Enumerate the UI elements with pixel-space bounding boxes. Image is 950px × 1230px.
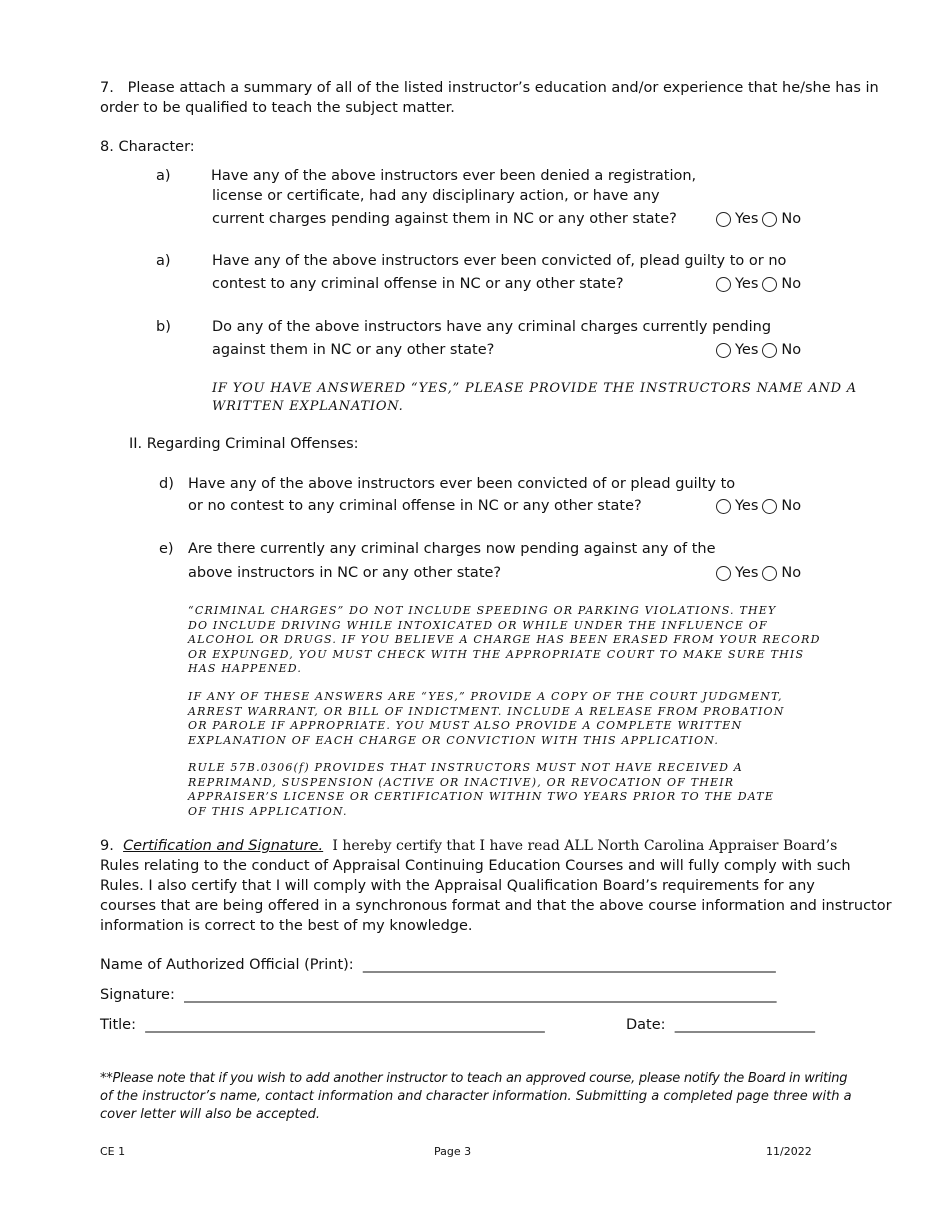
question-letter: e)	[159, 541, 174, 557]
footer-revision-date: 11/2022	[766, 1145, 812, 1158]
court-documents-notice	[188, 690, 785, 748]
footer-page-number: Page 3	[434, 1145, 472, 1158]
question-a2-line2: contest to any criminal offense in NC or any other state?	[212, 276, 624, 292]
certification-line: Rules. I also certify that I will comply with the Appraisal Qualification Board’s requirements for any	[100, 878, 815, 894]
name-label: Name of Authorized Official (Print):	[100, 957, 354, 973]
notice-line: “CRIMINAL CHARGES” DO NOT INCLUDE SPEEDING OR PARKING VIOLATIONS. THEY	[188, 604, 777, 617]
signature-label: Signature:	[100, 987, 175, 1003]
no-radio[interactable]	[762, 566, 777, 581]
title-field[interactable]: ____________________________________________________________	[145, 1017, 545, 1033]
footer-form-id: CE 1	[100, 1145, 126, 1158]
date-row	[626, 1015, 814, 1035]
item-number: 7.	[100, 80, 114, 96]
item7-text: Please attach a summary of all of the listed instructor’s education and/or experience that he/she has in	[127, 80, 879, 96]
name-field[interactable]: ______________________________________________________________	[362, 957, 776, 973]
date-field[interactable]: _____________________	[674, 1017, 815, 1033]
name-row	[100, 955, 775, 975]
yes-radio[interactable]	[716, 212, 731, 227]
yes-radio[interactable]	[716, 343, 731, 358]
question-letter: d)	[159, 476, 174, 492]
criminal-charges-notice	[188, 604, 821, 677]
question-a1-line1: Have any of the above instructors ever been denied a registration,	[211, 168, 697, 184]
note-line: **Please note that if you wish to add another instructor to teach an approved course, please notify the Board in writing	[100, 1071, 848, 1086]
radio-group-qd: Yes No	[716, 496, 801, 516]
question-a1-line2: license or certificate, had any disciplinary action, or have any	[212, 188, 660, 204]
notice-line: OF THIS APPLICATION.	[188, 804, 348, 818]
additional-instructor-note	[100, 1070, 852, 1124]
notice-line: RULE 57B.0306(f) PROVIDES THAT INSTRUCTORS MUST NOT HAVE RECEIVED A	[188, 761, 743, 774]
no-radio[interactable]	[762, 277, 777, 292]
question-e-line1: Are there currently any criminal charges now pending against any of the	[188, 541, 716, 557]
title-row	[100, 1015, 544, 1035]
notice-line: OR PAROLE IF APPROPRIATE. YOU MUST ALSO PROVIDE A COMPLETE WRITTEN	[188, 719, 743, 732]
certification-line: Rules relating to the conduct of Appraisal Continuing Education Courses and will fully comply with such	[100, 858, 851, 874]
no-radio[interactable]	[762, 343, 777, 358]
certification-line: courses that are being offered in a synchronous format and that the above course information and instructor	[100, 898, 892, 914]
note-line: of the instructor’s name, contact information and character information. Submitting a completed page three with a	[100, 1089, 852, 1104]
question-d-line2: or no contest to any criminal offense in NC or any other state?	[188, 498, 642, 514]
character-heading: 8. Character:	[100, 139, 195, 155]
notice-line: DO INCLUDE DRIVING WHILE INTOXICATED OR WHILE UNDER THE INFLUENCE OF	[188, 618, 768, 632]
notice-line: ALCOHOL OR DRUGS. IF YOU BELIEVE A CHARGE HAS BEEN ERASED FROM YOUR RECORD	[188, 633, 821, 646]
certification-line: information is correct to the best of my knowledge.	[100, 918, 473, 934]
notice-line: ARREST WARRANT, OR BILL OF INDICTMENT. INCLUDE A RELEASE FROM PROBATION	[188, 704, 785, 718]
yes-radio[interactable]	[716, 277, 731, 292]
yes-radio[interactable]	[716, 499, 731, 514]
notice-line: APPRAISER’S LICENSE OR CERTIFICATION WITHIN TWO YEARS PRIOR TO THE DATE	[188, 790, 775, 803]
certification-title: Certification and Signature.	[123, 838, 324, 854]
question-letter: a)	[156, 253, 171, 269]
notice-line: HAS HAPPENED.	[188, 662, 303, 675]
no-radio[interactable]	[762, 212, 777, 227]
criminal-offenses-heading: II. Regarding Criminal Offenses:	[129, 436, 359, 452]
question-d-line1: Have any of the above instructors ever been convicted of or plead guilty to	[188, 476, 736, 492]
question-e-line2: above instructors in NC or any other state?	[188, 565, 502, 581]
item7-line2: order to be qualified to teach the subject matter.	[100, 100, 455, 116]
radio-group-qe: Yes No	[716, 563, 801, 583]
notice-line: OR EXPUNGED, YOU MUST CHECK WITH THE APPROPRIATE COURT TO MAKE SURE THIS	[188, 647, 805, 661]
item7-line1	[100, 78, 879, 98]
yes-radio[interactable]	[716, 566, 731, 581]
question-a2-line1: Have any of the above instructors ever been convicted of, plead guilty to or no	[212, 253, 787, 269]
rule-notice	[188, 761, 774, 819]
date-label: Date:	[626, 1017, 666, 1033]
no-radio[interactable]	[762, 499, 777, 514]
yes-note-line1: IF YOU HAVE ANSWERED “YES,” PLEASE PROVIDE THE INSTRUCTORS NAME AND A	[212, 381, 857, 396]
question-letter: b)	[156, 319, 171, 335]
radio-group-q1: Yes No	[716, 209, 801, 229]
signature-field[interactable]: _________________________________________________________________________________________	[184, 987, 776, 1003]
question-a1-line3: current charges pending against them in NC or any other state?	[212, 211, 677, 227]
notice-line: IF ANY OF THESE ANSWERS ARE “YES,” PROVIDE A COPY OF THE COURT JUDGMENT,	[188, 690, 783, 703]
title-label: Title:	[100, 1017, 136, 1033]
notice-line: EXPLANATION OF EACH CHARGE OR CONVICTION WITH THIS APPLICATION.	[188, 733, 720, 747]
item-number: 9.	[100, 838, 114, 854]
radio-group-q3: Yes No	[716, 340, 801, 360]
certification-text: I hereby certify that I have read ALL North Carolina Appraiser Board’s	[332, 838, 838, 854]
certification-paragraph	[100, 836, 892, 936]
signature-row	[100, 985, 776, 1005]
note-line: cover letter will also be accepted.	[100, 1107, 320, 1122]
certification-line	[100, 836, 860, 856]
radio-group-q2: Yes No	[716, 274, 801, 294]
question-letter: a)	[156, 168, 171, 184]
question-b-line2: against them in NC or any other state?	[212, 342, 495, 358]
notice-line: REPRIMAND, SUSPENSION (ACTIVE OR INACTIVE), OR REVOCATION OF THEIR	[188, 775, 735, 789]
question-b-line1: Do any of the above instructors have any criminal charges currently pending	[212, 319, 772, 335]
yes-note-line2: WRITTEN EXPLANATION.	[212, 399, 404, 414]
